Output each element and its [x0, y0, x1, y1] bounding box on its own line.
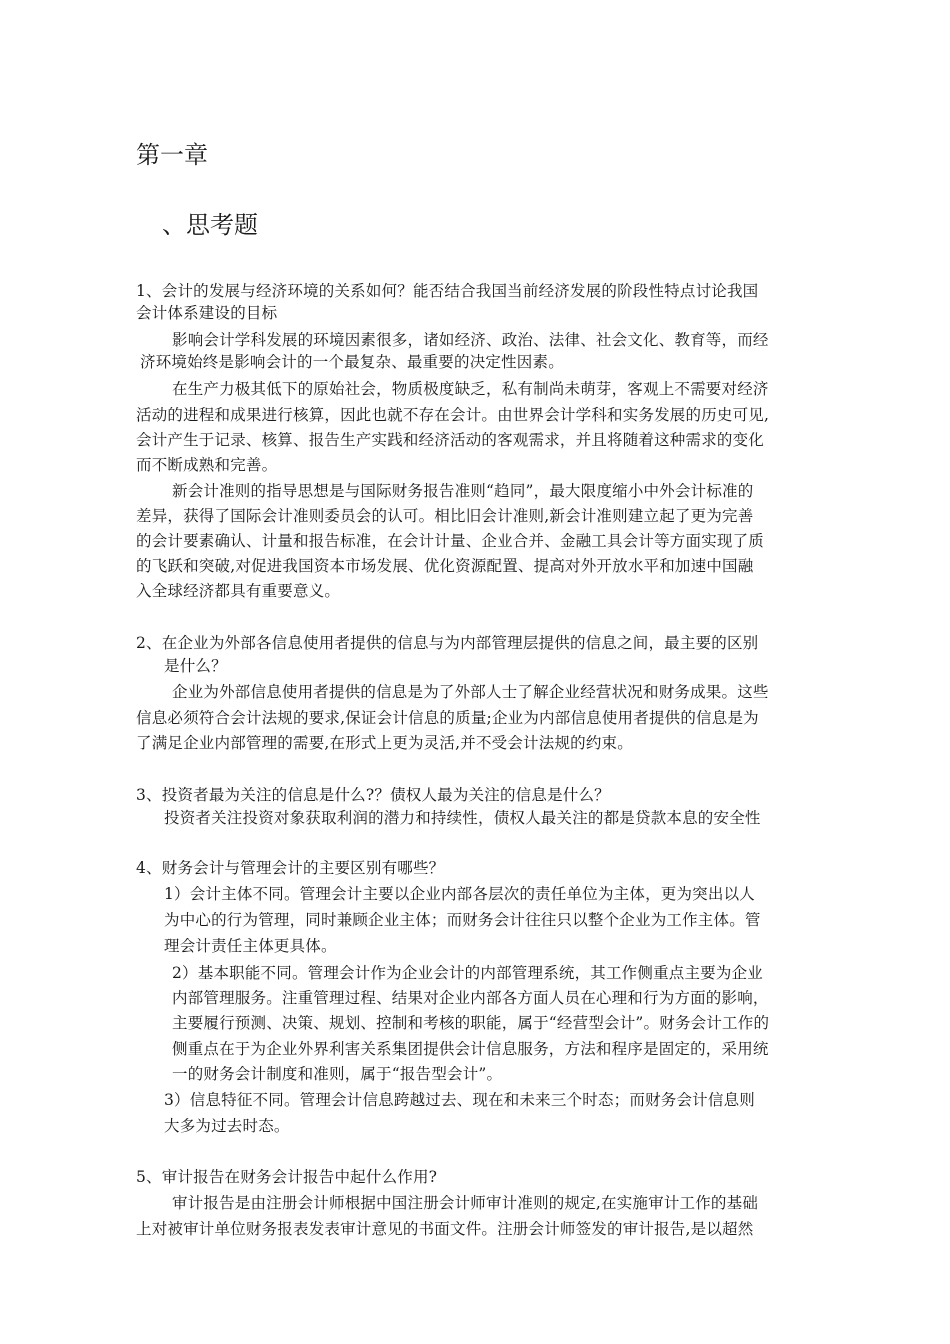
q1-paragraph-3-line-3: 的会计要素确认、计量和报告标准，在会计计量、企业合并、金融工具会计等方面实现了质: [136, 532, 765, 550]
q1-paragraph-3-line-1: 新会计准则的指导思想是与国际财务报告准则“趋同”，最大限度缩小中外会计标准的: [172, 482, 754, 500]
q5-paragraph-1-line-2: 上对被审计单位财务报表发表审计意见的书面文件。注册会计师签发的审计报告,是以超然: [136, 1220, 754, 1238]
q1-paragraph-1-line-2: 济环境始终是影响会计的一个最复杂、最重要的决定性因素。: [140, 353, 564, 371]
q2-paragraph-1-line-3: 了满足企业内部管理的需要,在形式上更为灵活,并不受会计法规的约束。: [136, 734, 633, 752]
q4-item-2-line-1: 2）基本职能不同。管理会计作为企业会计的内部管理系统，其工作侧重点主要为企业: [172, 964, 763, 982]
question-2-title-line-2: 是什么？: [164, 657, 227, 675]
q3-answer: 投资者关注投资对象获取利润的潜力和持续性，债权人最关注的都是贷款本息的安全性: [164, 809, 761, 827]
q1-paragraph-3-line-5: 入全球经济都具有重要意义。: [136, 582, 341, 600]
question-5-title: 5、审计报告在财务会计报告中起什么作用?: [136, 1168, 438, 1186]
q1-paragraph-3-line-2: 差异，获得了国际会计准则委员会的认可。相比旧会计准则,新会计准则建立起了更为完善: [136, 507, 754, 525]
q1-paragraph-2-line-3: 会计产生于记录、核算、报告生产实践和经济活动的客观需求，并且将随着这种需求的变化: [136, 431, 765, 449]
question-3-title: 3、投资者最为关注的信息是什么?？债权人最为关注的信息是什么？: [136, 786, 610, 804]
q4-item-1-line-1: 1）会计主体不同。管理会计主要以企业内部各层次的责任单位为主体，更为突出以人: [164, 885, 755, 903]
question-1-title-line-2: 会计体系建设的目标: [136, 304, 278, 322]
question-2-title-line-1: 2、在企业为外部各信息使用者提供的信息与为内部管理层提供的信息之间，最主要的区别: [136, 634, 759, 652]
question-4-title: 4、财务会计与管理会计的主要区别有哪些？: [136, 859, 445, 877]
q2-paragraph-1-line-1: 企业为外部信息使用者提供的信息是为了外部人士了解企业经营状况和财务成果。这些: [172, 683, 769, 701]
q4-item-2-line-2: 内部管理服务。注重管理过程、结果对企业内部各方面人员在心理和行为方面的影响，: [172, 989, 769, 1007]
q4-item-2-line-3: 主要履行预测、决策、规划、控制和考核的职能，属于“经营型会计”。财务会计工作的: [172, 1014, 770, 1032]
chapter-title: 第一章: [136, 141, 208, 169]
q4-item-2-line-4: 侧重点在于为企业外界利害关系集团提供会计信息服务，方法和程序是固定的，采用统: [172, 1040, 769, 1058]
q2-paragraph-1-line-2: 信息必须符合会计法规的要求,保证会计信息的质量;企业为内部信息使用者提供的信息是为: [136, 709, 759, 727]
q4-item-3-line-2: 大多为过去时态。: [164, 1117, 290, 1135]
q1-paragraph-2-line-4: 而不断成熟和完善。: [136, 456, 278, 474]
q1-paragraph-1-line-1: 影响会计学科发展的环境因素很多，诸如经济、政治、法律、社会文化、教育等，而经: [172, 331, 769, 349]
q4-item-3-line-1: 3）信息特征不同。管理会计信息跨越过去、现在和未来三个时态；而财务会计信息则: [164, 1091, 755, 1109]
q4-item-1-line-2: 为中心的行为管理，同时兼顾企业主体；而财务会计往往只以整个企业为工作主体。管: [164, 911, 761, 929]
q1-paragraph-3-line-4: 的飞跃和突破,对促进我国资本市场发展、优化资源配置、提高对外开放水平和加速中国融: [136, 557, 754, 575]
q4-item-2-line-5: 一的财务会计制度和准则，属于“报告型会计”。: [172, 1065, 503, 1083]
section-title: 、思考题: [162, 211, 258, 239]
q4-item-1-line-3: 理会计责任主体更具体。: [164, 937, 337, 955]
q5-paragraph-1-line-1: 审计报告是由注册会计师根据中国注册会计师审计准则的规定,在实施审计工作的基础: [172, 1194, 759, 1212]
q1-paragraph-2-line-1: 在生产力极其低下的原始社会，物质极度缺乏，私有制尚未萌芽，客观上不需要对经济: [172, 380, 769, 398]
q1-paragraph-2-line-2: 活动的进程和成果进行核算，因此也就不存在会计。由世界会计学科和实务发展的历史可见,: [136, 406, 770, 424]
question-1-title-line-1: 1、会计的发展与经济环境的关系如何？能否结合我国当前经济发展的阶段性特点讨论我国: [136, 282, 759, 300]
